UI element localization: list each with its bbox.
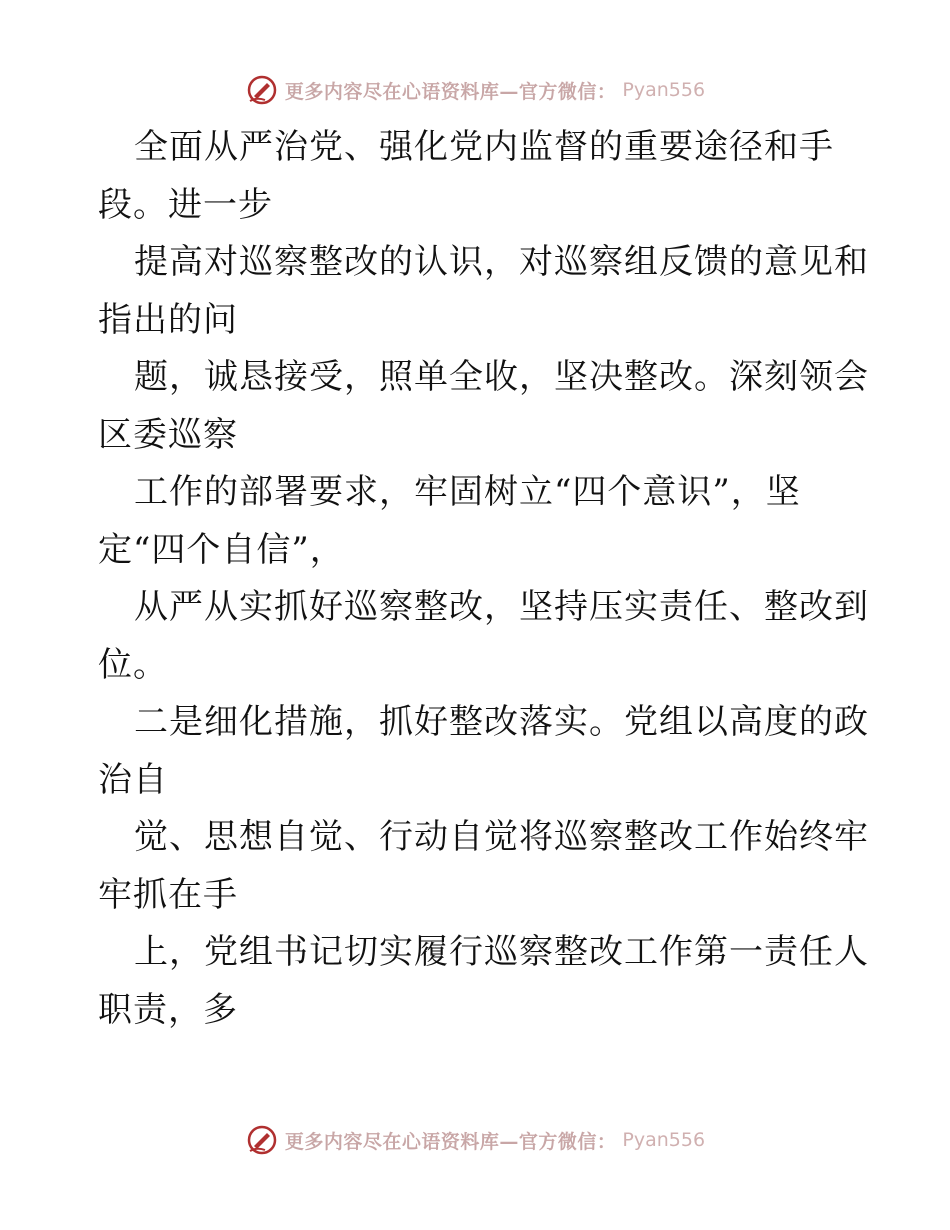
body-line: 定“四个自信”， (98, 529, 345, 570)
footer-banner-id: Pyan556 (622, 1129, 706, 1151)
document-body (98, 119, 869, 1039)
pen-logo-icon (245, 1123, 279, 1157)
header-banner-text: 更多内容尽在心语资料库—官方微信： (284, 80, 617, 103)
header-banner-id: Pyan556 (622, 79, 706, 101)
body-line: 题，诚恳接受，照单全收，坚决整改。深刻领会 (134, 357, 869, 397)
body-line: 区委巡察 (98, 414, 238, 455)
body-line: 职责，多 (98, 989, 238, 1030)
body-line: 提高对巡察整改的认识，对巡察组反馈的意见和 (134, 242, 869, 282)
body-line: 二是细化措施，抓好整改落实。党组以高度的政 (134, 702, 869, 742)
header-banner (0, 70, 950, 110)
body-line: 治自 (98, 759, 168, 800)
pen-logo-icon (245, 73, 279, 107)
body-line: 段。进一步 (98, 184, 273, 225)
body-line: 全面从严治党、强化党内监督的重要途径和手 (134, 127, 834, 167)
footer-banner (0, 1120, 950, 1160)
body-line: 指出的问 (98, 299, 238, 340)
body-line: 上，党组书记切实履行巡察整改工作第一责任人 (134, 932, 869, 972)
body-line: 从严从实抓好巡察整改，坚持压实责任、整改到 (134, 587, 869, 627)
footer-banner-text: 更多内容尽在心语资料库—官方微信： (284, 1130, 617, 1153)
body-line: 觉、思想自觉、行动自觉将巡察整改工作始终牢 (134, 817, 869, 857)
body-line: 牢抓在手 (98, 874, 238, 915)
body-line: 工作的部署要求，牢固树立“四个意识”，坚 (134, 472, 801, 512)
body-line: 位。 (98, 644, 168, 685)
